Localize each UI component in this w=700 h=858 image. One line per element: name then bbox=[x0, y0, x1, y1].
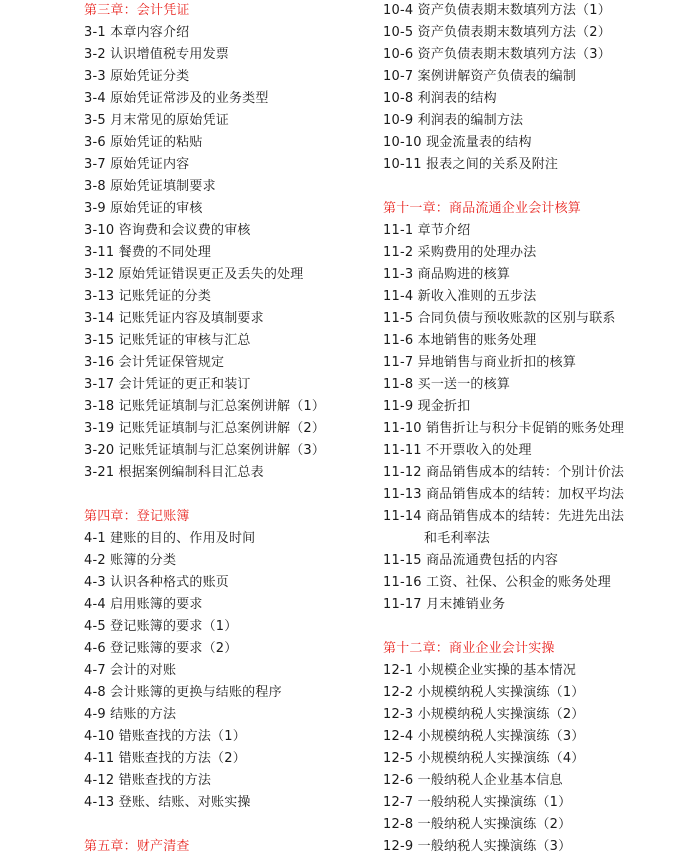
lesson-item: 11-13 商品销售成本的结转：加权平均法 bbox=[383, 487, 625, 502]
lesson-item: 3-10 咨询费和会议费的审核 bbox=[84, 223, 251, 238]
lesson-item: 10-8 利润表的结构 bbox=[383, 91, 497, 106]
lesson-item: 11-7 异地销售与商业折扣的核算 bbox=[383, 355, 577, 370]
lesson-item: 4-6 登记账簿的要求（2） bbox=[84, 641, 238, 656]
lesson-item: 3-6 原始凭证的粘贴 bbox=[84, 135, 203, 150]
chapter-heading: 第十二章：商业企业会计实操 bbox=[383, 641, 555, 656]
lesson-item: 3-17 会计凭证的更正和装订 bbox=[84, 377, 251, 392]
section-spacer bbox=[84, 484, 384, 506]
lesson-item: 11-8 买一送一的核算 bbox=[383, 377, 511, 392]
lesson-item: 10-10 现金流量表的结构 bbox=[383, 135, 532, 150]
lesson-item: 11-10 销售折让与积分卡促销的账务处理 bbox=[383, 421, 625, 436]
lesson-item: 12-2 小规模纳税人实操演练（1） bbox=[383, 685, 585, 700]
lesson-item-continuation: 和毛利率法 bbox=[424, 531, 491, 546]
lesson-item: 11-4 新收入准则的五步法 bbox=[383, 289, 537, 304]
lesson-item: 4-9 结账的方法 bbox=[84, 707, 177, 722]
lesson-item: 10-7 案例讲解资产负债表的编制 bbox=[383, 69, 577, 84]
lesson-item: 11-6 本地销售的账务处理 bbox=[383, 333, 537, 348]
lesson-item: 12-1 小规模企业实操的基本情况 bbox=[383, 663, 577, 678]
lesson-item: 4-12 错账查找的方法 bbox=[84, 773, 212, 788]
lesson-item: 3-12 原始凭证错误更正及丢失的处理 bbox=[84, 267, 304, 282]
lesson-item: 11-3 商品购进的核算 bbox=[383, 267, 511, 282]
chapter-heading: 第四章：登记账簿 bbox=[84, 509, 190, 524]
lesson-item: 3-21 根据案例编制科目汇总表 bbox=[84, 465, 264, 480]
lesson-item: 4-7 会计的对账 bbox=[84, 663, 177, 678]
lesson-item: 10-9 利润表的编制方法 bbox=[383, 113, 524, 128]
lesson-item: 4-3 认识各种格式的账页 bbox=[84, 575, 229, 590]
lesson-item: 3-14 记账凭证内容及填制要求 bbox=[84, 311, 264, 326]
lesson-item: 3-9 原始凭证的审核 bbox=[84, 201, 203, 216]
lesson-item: 11-5 合同负债与预收账款的区别与联系 bbox=[383, 311, 616, 326]
lesson-item: 3-19 记账凭证填制与汇总案例讲解（2） bbox=[84, 421, 326, 436]
lesson-item: 3-16 会计凭证保管规定 bbox=[84, 355, 225, 370]
lesson-item: 12-4 小规模纳税人实操演练（3） bbox=[383, 729, 585, 744]
lesson-item: 3-2 认识增值税专用发票 bbox=[84, 47, 229, 62]
lesson-item: 11-17 月末摊销业务 bbox=[383, 597, 506, 612]
section-spacer bbox=[84, 814, 384, 836]
lesson-item: 3-13 记账凭证的分类 bbox=[84, 289, 212, 304]
lesson-item: 10-5 资产负债表期末数填列方法（2） bbox=[383, 25, 611, 40]
section-spacer bbox=[383, 616, 693, 638]
lesson-item: 3-5 月末常见的原始凭证 bbox=[84, 113, 229, 128]
lesson-item: 3-18 记账凭证填制与汇总案例讲解（1） bbox=[84, 399, 326, 414]
lesson-item: 4-4 启用账簿的要求 bbox=[84, 597, 203, 612]
lesson-item: 11-15 商品流通费包括的内容 bbox=[383, 553, 559, 568]
lesson-item: 4-1 建账的目的、作用及时间 bbox=[84, 531, 256, 546]
lesson-item: 3-7 原始凭证内容 bbox=[84, 157, 190, 172]
lesson-item: 4-2 账簿的分类 bbox=[84, 553, 177, 568]
lesson-item: 10-6 资产负债表期末数填列方法（3） bbox=[383, 47, 611, 62]
left-column bbox=[84, 0, 384, 858]
lesson-item: 3-20 记账凭证填制与汇总案例讲解（3） bbox=[84, 443, 326, 458]
lesson-item: 11-1 章节介绍 bbox=[383, 223, 471, 238]
lesson-item: 12-8 一般纳税人实操演练（2） bbox=[383, 817, 572, 832]
lesson-item: 11-11 不开票收入的处理 bbox=[383, 443, 532, 458]
lesson-item: 3-15 记账凭证的审核与汇总 bbox=[84, 333, 251, 348]
lesson-item: 4-13 登账、结账、对账实操 bbox=[84, 795, 251, 810]
lesson-item: 4-5 登记账簿的要求（1） bbox=[84, 619, 238, 634]
lesson-item: 3-3 原始凭证分类 bbox=[84, 69, 190, 84]
lesson-item: 3-8 原始凭证填制要求 bbox=[84, 179, 216, 194]
lesson-item: 12-9 一般纳税人实操演练（3） bbox=[383, 839, 572, 854]
chapter-heading: 第十一章：商品流通企业会计核算 bbox=[383, 201, 582, 216]
lesson-item: 11-9 现金折扣 bbox=[383, 399, 471, 414]
lesson-item: 3-11 餐费的不同处理 bbox=[84, 245, 212, 260]
right-column bbox=[383, 0, 693, 858]
lesson-item: 3-1 本章内容介绍 bbox=[84, 25, 190, 40]
lesson-item: 4-11 错账查找的方法（2） bbox=[84, 751, 246, 766]
lesson-item: 12-6 一般纳税人企业基本信息 bbox=[383, 773, 563, 788]
lesson-item: 3-4 原始凭证常涉及的业务类型 bbox=[84, 91, 269, 106]
lesson-item: 12-7 一般纳税人实操演练（1） bbox=[383, 795, 572, 810]
section-spacer bbox=[383, 176, 693, 198]
lesson-item: 4-8 会计账簿的更换与结账的程序 bbox=[84, 685, 282, 700]
lesson-item: 11-16 工资、社保、公积金的账务处理 bbox=[383, 575, 611, 590]
lesson-item: 12-3 小规模纳税人实操演练（2） bbox=[383, 707, 585, 722]
lesson-item: 10-4 资产负债表期末数填列方法（1） bbox=[383, 3, 611, 18]
lesson-item: 11-14 商品销售成本的结转：先进先出法 bbox=[383, 509, 625, 524]
chapter-heading: 第三章：会计凭证 bbox=[84, 3, 190, 18]
lesson-item: 4-10 错账查找的方法（1） bbox=[84, 729, 246, 744]
chapter-heading: 第五章：财产清查 bbox=[84, 839, 190, 854]
lesson-item: 11-12 商品销售成本的结转：个别计价法 bbox=[383, 465, 625, 480]
lesson-item: 12-5 小规模纳税人实操演练（4） bbox=[383, 751, 585, 766]
lesson-item: 10-11 报表之间的关系及附注 bbox=[383, 157, 559, 172]
lesson-item: 11-2 采购费用的处理办法 bbox=[383, 245, 537, 260]
